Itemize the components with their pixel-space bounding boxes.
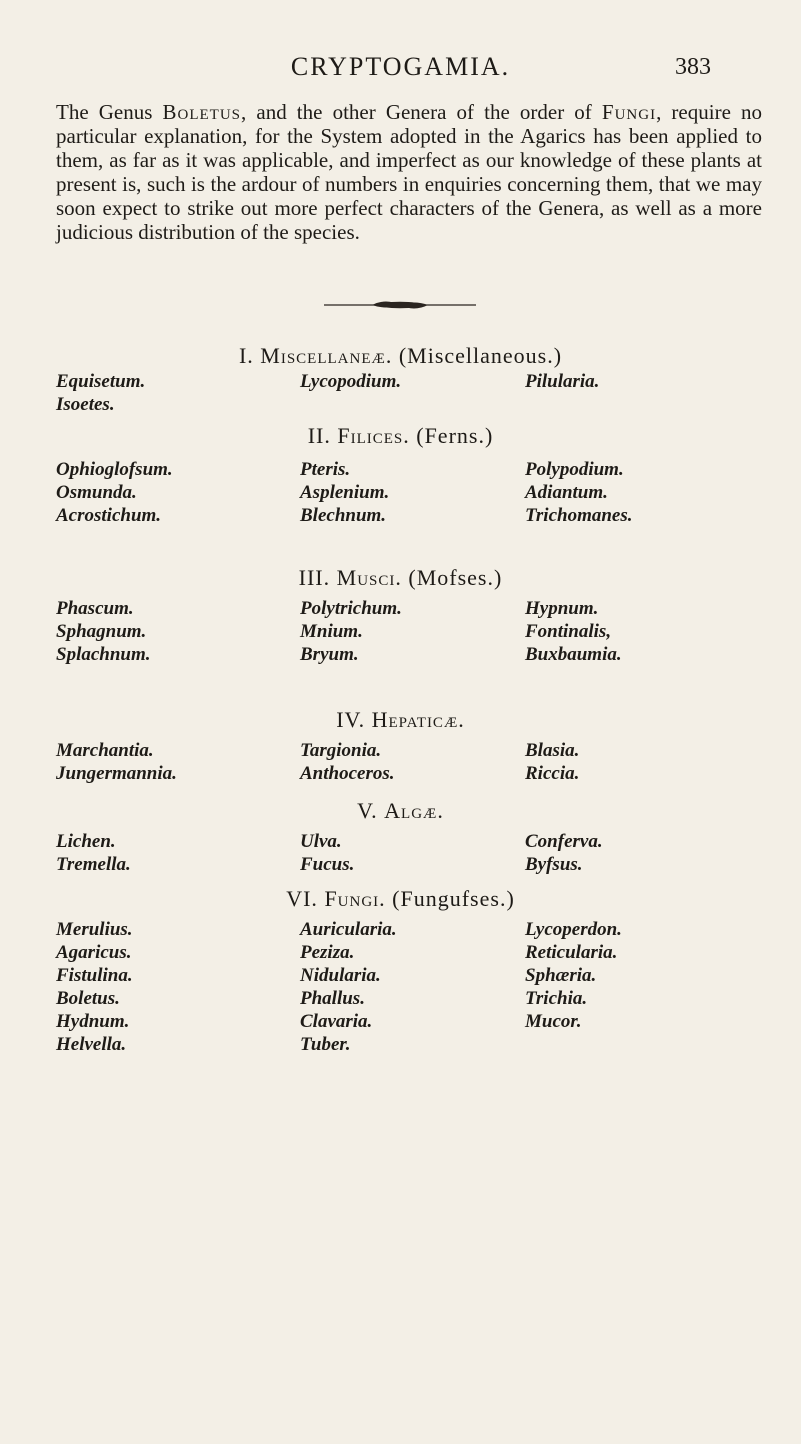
section-name: Miscellaneæ. <box>260 343 393 368</box>
genus-name: Blasia. <box>525 740 580 761</box>
running-head: CRYPTOGAMIA. <box>290 52 511 81</box>
genus-name: Fontinalis, <box>525 621 612 642</box>
page-header <box>0 52 801 92</box>
genus-name: Phallus. <box>300 988 365 1009</box>
genus-name: Adiantum. <box>525 482 608 503</box>
genus-name: Lycoperdon. <box>525 919 622 940</box>
genus-name: Agaricus. <box>56 942 132 963</box>
genus-name: Riccia. <box>525 763 580 784</box>
section-name: Filices. <box>337 423 410 448</box>
genus-name: Fistulina. <box>56 965 133 986</box>
section-heading <box>0 798 801 824</box>
genus-name: Polytrichum. <box>300 598 402 619</box>
genus-name: Mnium. <box>300 621 363 642</box>
section-heading <box>0 423 801 449</box>
genus-name: Hydnum. <box>56 1011 130 1032</box>
genus-name: Hypnum. <box>525 598 599 619</box>
section-heading <box>0 707 801 733</box>
intro-text-3: , require no particular explanation, for the System adopted in the Agarics has been applied to them, as far as it was applicable, and imperfect as our knowledge of these plants at present is, such is the ardour of numbers in enquiries concerning them, that we may soon expect to strike out more perfect characters of the Genera, as well as a more judicious distribution of the species. <box>56 100 762 244</box>
genus-name: Buxbaumia. <box>525 644 622 665</box>
genus-name: Lycopodium. <box>300 371 402 392</box>
genus-name: Ophioglofsum. <box>56 459 173 480</box>
genus-name: Blechnum. <box>300 505 387 526</box>
genus-name: Polypodium. <box>525 459 624 480</box>
page-number: 383 <box>675 54 711 80</box>
section-numeral: II. <box>307 423 331 448</box>
genus-name: Auricularia. <box>300 919 397 940</box>
genus-name: Merulius. <box>56 919 133 940</box>
genus-name: Fucus. <box>300 854 355 875</box>
ornament-divider <box>320 297 480 313</box>
genus-name: Tremella. <box>56 854 131 875</box>
genus-name: Pilularia. <box>525 371 600 392</box>
section-numeral: V. <box>357 798 378 823</box>
genus-name: Osmunda. <box>56 482 137 503</box>
genus-name: Acrostichum. <box>56 505 162 526</box>
genus-name: Bryum. <box>300 644 359 665</box>
section-numeral: VI. <box>286 886 318 911</box>
section-numeral: III. <box>298 565 331 590</box>
section-numeral: IV. <box>336 707 366 732</box>
genus-name: Trichia. <box>525 988 588 1009</box>
section-heading <box>0 886 801 912</box>
genus-name: Ulva. <box>300 831 342 852</box>
genus-name: Asplenium. <box>300 482 390 503</box>
genus-name: Nidularia. <box>300 965 381 986</box>
genus-name: Jungermannia. <box>56 763 177 784</box>
section-english-name: (Mofses.) <box>408 565 503 590</box>
genus-name: Marchantia. <box>56 740 154 761</box>
intro-paragraph <box>56 100 762 244</box>
genus-name: Sphagnum. <box>56 621 147 642</box>
intro-text-1: The Genus <box>56 100 163 124</box>
intro-boletus: Boletus <box>162 100 242 124</box>
section-english-name: (Ferns.) <box>416 423 494 448</box>
section-heading <box>0 565 801 591</box>
genus-name: Sphæria. <box>525 965 597 986</box>
genus-name: Splachnum. <box>56 644 151 665</box>
genus-name: Isoetes. <box>56 394 115 415</box>
genus-name: Mucor. <box>525 1011 582 1032</box>
genus-name: Reticularia. <box>525 942 618 963</box>
genus-name: Pteris. <box>300 459 351 480</box>
section-english-name: (Miscellaneous.) <box>398 343 563 368</box>
genus-name: Equisetum. <box>56 371 146 392</box>
genus-name: Clavaria. <box>300 1011 373 1032</box>
section-name: Fungi. <box>324 886 386 911</box>
genus-name: Conferva. <box>525 831 603 852</box>
genus-name: Boletus. <box>56 988 120 1009</box>
section-numeral: I. <box>238 343 254 368</box>
section-english-name: (Fungufses.) <box>392 886 515 911</box>
genus-name: Trichomanes. <box>525 505 633 526</box>
section-name: Algæ. <box>384 798 444 823</box>
genus-name: Helvella. <box>56 1034 127 1055</box>
genus-name: Lichen. <box>56 831 116 852</box>
intro-text-2: , and the other Genera of the order of <box>241 100 602 124</box>
genus-name: Tuber. <box>300 1034 351 1055</box>
intro-fungi: Fungi <box>601 100 657 124</box>
genus-name: Phascum. <box>56 598 134 619</box>
genus-name: Peziza. <box>300 942 355 963</box>
section-heading <box>0 343 801 369</box>
genus-name: Anthoceros. <box>300 763 395 784</box>
section-name: Hepaticæ. <box>371 707 465 732</box>
genus-name: Byfsus. <box>525 854 583 875</box>
genus-name: Targionia. <box>300 740 382 761</box>
section-name: Musci. <box>336 565 402 590</box>
